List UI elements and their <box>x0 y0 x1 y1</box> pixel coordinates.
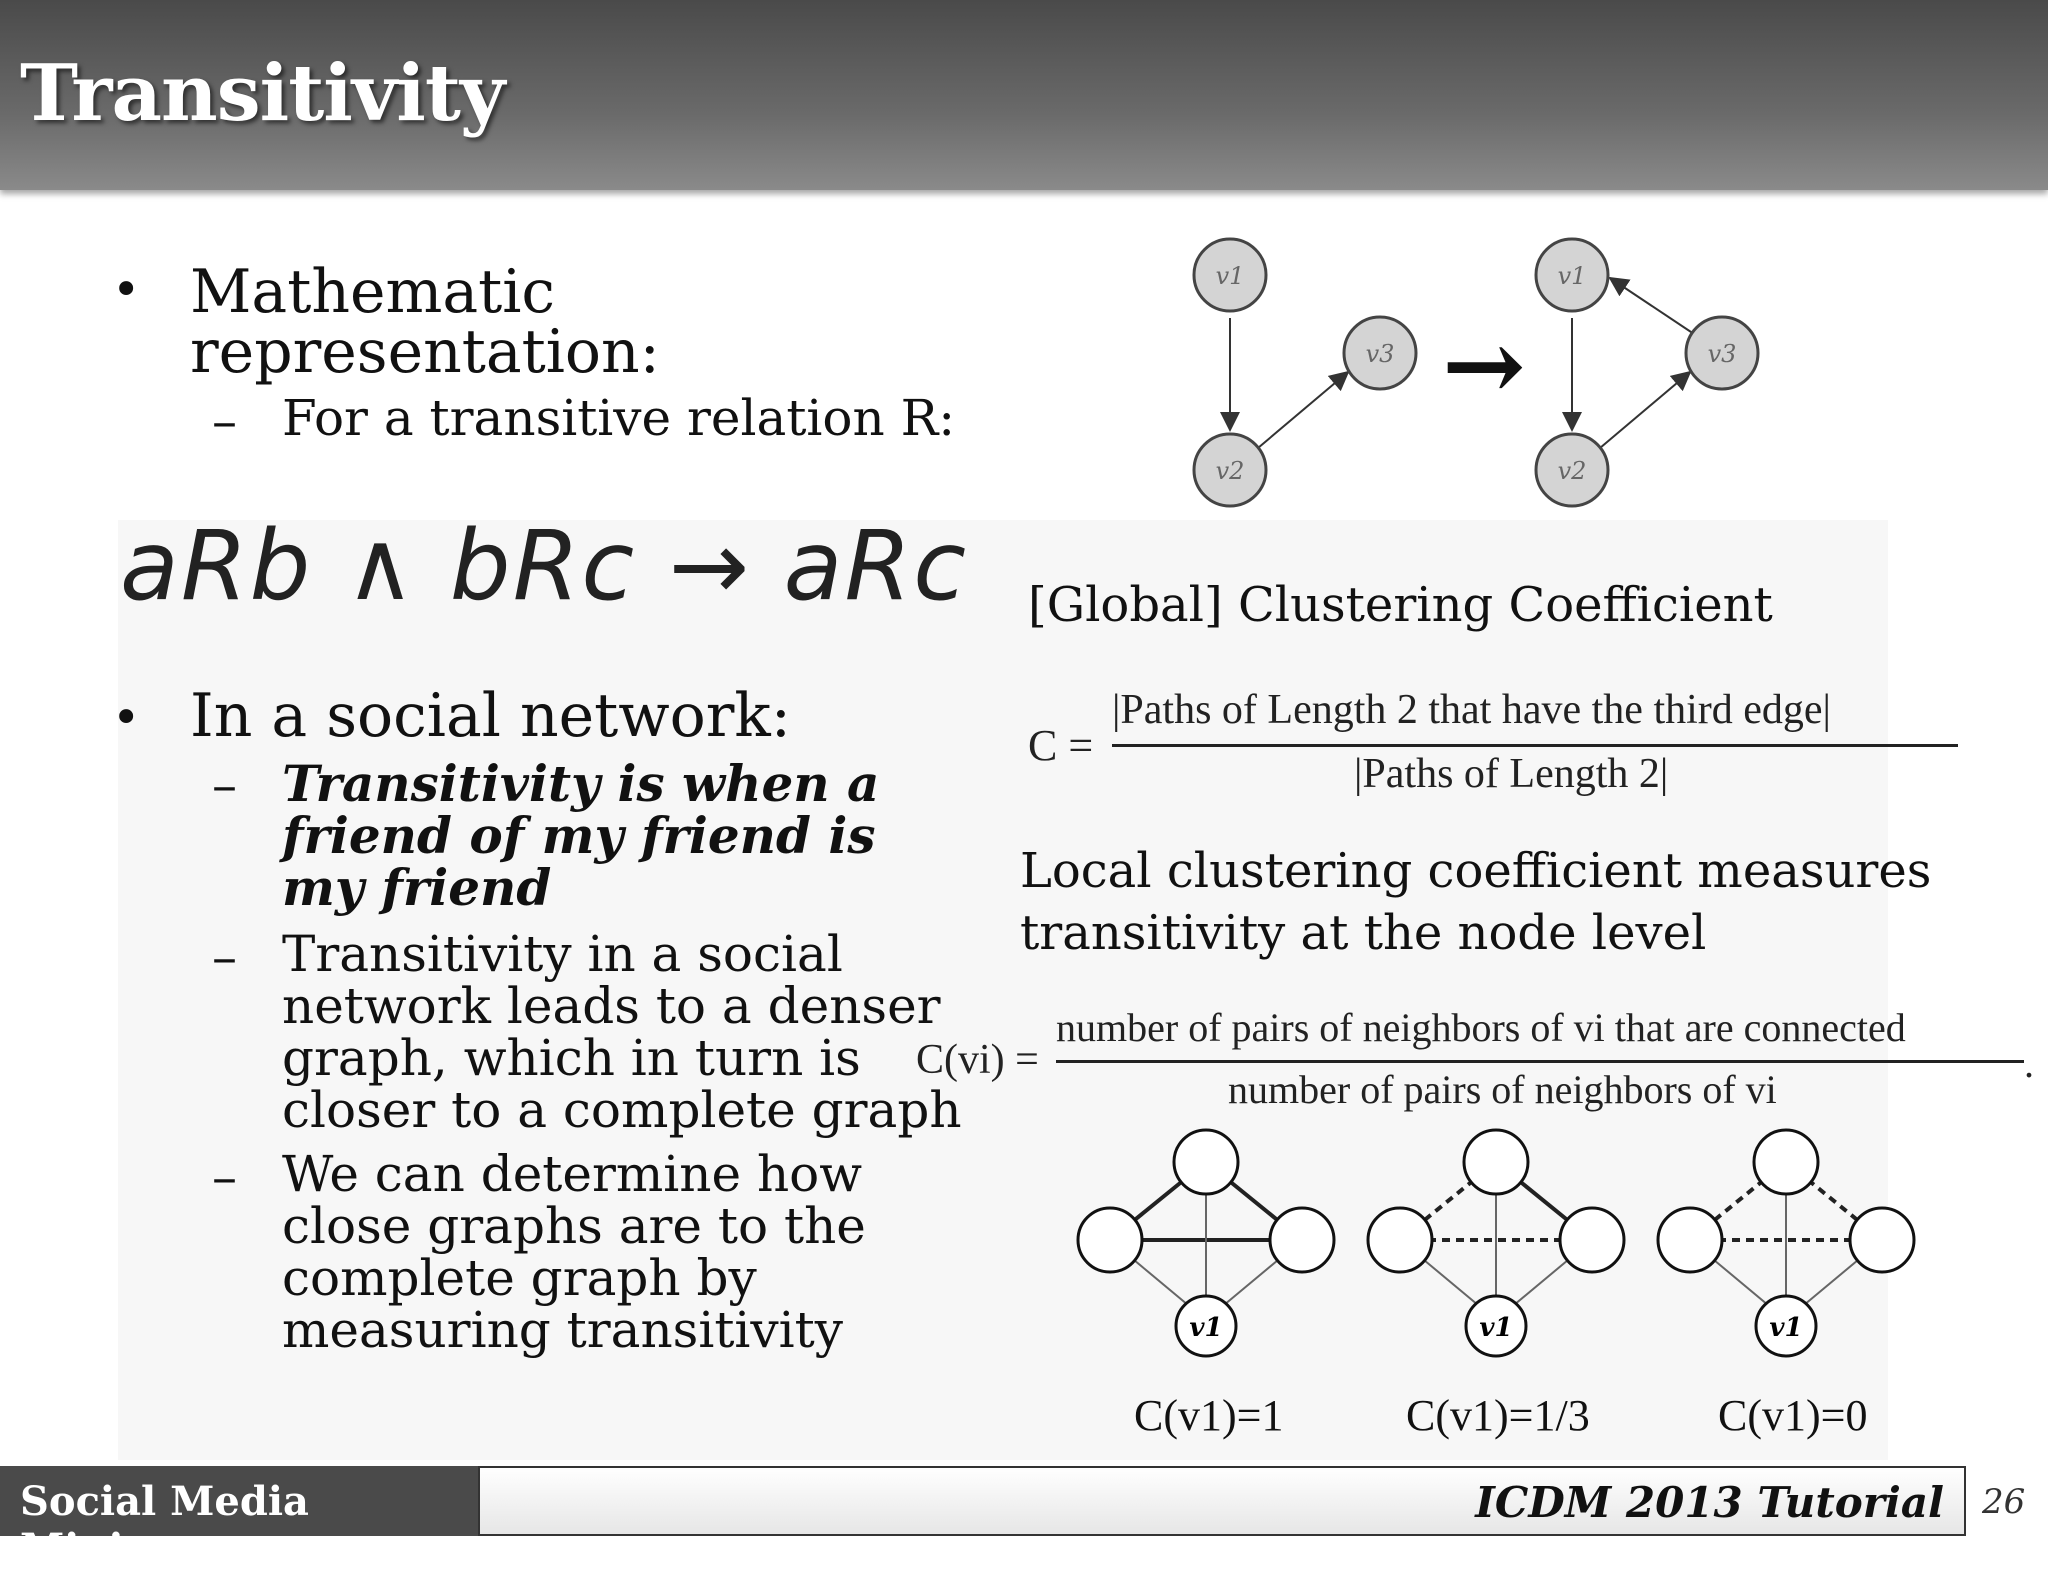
sub-measure-line2: close graphs are to the <box>282 1197 866 1255</box>
example-zero <box>1658 1130 1914 1356</box>
local-cc-label-line1: Local clustering coefficient measures <box>1020 843 1932 899</box>
sub-measure-line4: measuring transitivity <box>282 1301 843 1359</box>
label-v3: v3 <box>1707 340 1737 368</box>
page-number: 26 <box>1982 1482 2026 1522</box>
label-v3: v3 <box>1365 340 1395 368</box>
arrow-right-icon: → <box>1442 306 1526 424</box>
local-cc-period: . <box>2024 1041 2034 1086</box>
slide-title: Transitivity <box>20 48 505 139</box>
footer-course-label <box>0 1466 478 1572</box>
graph-after <box>1536 239 1758 506</box>
sub-denser-line1: Transitivity in a social <box>282 925 843 983</box>
label-v2: v2 <box>1557 457 1587 485</box>
label-v2: v2 <box>1215 457 1245 485</box>
footer-event-bar <box>478 1466 1966 1536</box>
dash-marker: – <box>212 392 237 450</box>
local-cc-examples <box>1070 1124 1950 1364</box>
local-cc-label-line2: transitivity at the node level <box>1020 905 1707 961</box>
local-cc-numerator: number of pairs of neighbors of vi that are connected <box>1056 1005 1906 1050</box>
sub-denser-line3: graph, which in turn is <box>282 1029 861 1087</box>
sub-denser-line4: closer to a complete graph <box>282 1081 962 1139</box>
label-v1: v1 <box>1557 262 1587 290</box>
local-cc-lhs: C(vi) = <box>916 1037 1039 1083</box>
global-cc-label: [Global] Clustering Coefficient <box>1028 577 1773 633</box>
sub-denser-line2: network leads to a denser <box>282 977 941 1035</box>
example-one-third <box>1368 1130 1624 1356</box>
sub-measure-line3: complete graph by <box>282 1249 757 1307</box>
sub-friend-line3: my friend <box>282 858 552 917</box>
global-cc-numerator: |Paths of Length 2 that have the third edge| <box>1112 687 1831 733</box>
graph-before <box>1194 239 1416 506</box>
local-cc-denominator: number of pairs of neighbors of vi <box>1228 1067 1777 1112</box>
bullet-math-rep-line1: Mathematic <box>190 257 556 327</box>
edge-v2-v3 <box>1600 372 1690 448</box>
caption-cc-0: C(v1)=0 <box>1718 1391 1868 1440</box>
bullet-math-rep-line2: representation: <box>190 317 660 387</box>
sub-transitive-relation: For a transitive relation R: <box>282 389 956 447</box>
global-cc-fraction-bar <box>1112 744 1958 747</box>
caption-cc-1: C(v1)=1 <box>1134 1391 1284 1440</box>
footer-event-text: ICDM 2013 Tutorial <box>1475 1478 1944 1527</box>
example-full <box>1078 1130 1334 1356</box>
transitivity-formula: aRb ∧ bRc → aRc <box>120 510 968 622</box>
transitivity-diagram <box>1170 220 1770 520</box>
caption-cc-one-third: C(v1)=1/3 <box>1406 1391 1590 1440</box>
sub-friend-line1: Transitivity is when a <box>282 754 880 813</box>
global-cc-lhs: C = <box>1028 721 1094 770</box>
footer-course-text: Social Media Mining <box>20 1478 309 1572</box>
global-cc-denominator: |Paths of Length 2| <box>1354 751 1669 797</box>
edge-v2-v3 <box>1258 372 1348 448</box>
bullet-social-network: In a social network: <box>190 681 791 751</box>
edge-v3-v1 <box>1610 278 1694 334</box>
sub-friend-line2: friend of my friend is <box>282 806 876 865</box>
example-node-label: v1 <box>1769 1313 1803 1343</box>
example-node-label: v1 <box>1479 1313 1513 1343</box>
bullet-marker: • <box>112 690 141 746</box>
dash-marker: – <box>212 1148 237 1206</box>
title-bar <box>0 0 2048 190</box>
dash-marker: – <box>212 928 237 986</box>
local-cc-fraction-bar <box>1056 1060 2024 1063</box>
bullet-marker: • <box>112 262 141 318</box>
label-v1: v1 <box>1215 262 1245 290</box>
example-node-label: v1 <box>1189 1313 1223 1343</box>
dash-marker: – <box>212 756 237 814</box>
sub-measure-line1: We can determine how <box>282 1145 863 1203</box>
